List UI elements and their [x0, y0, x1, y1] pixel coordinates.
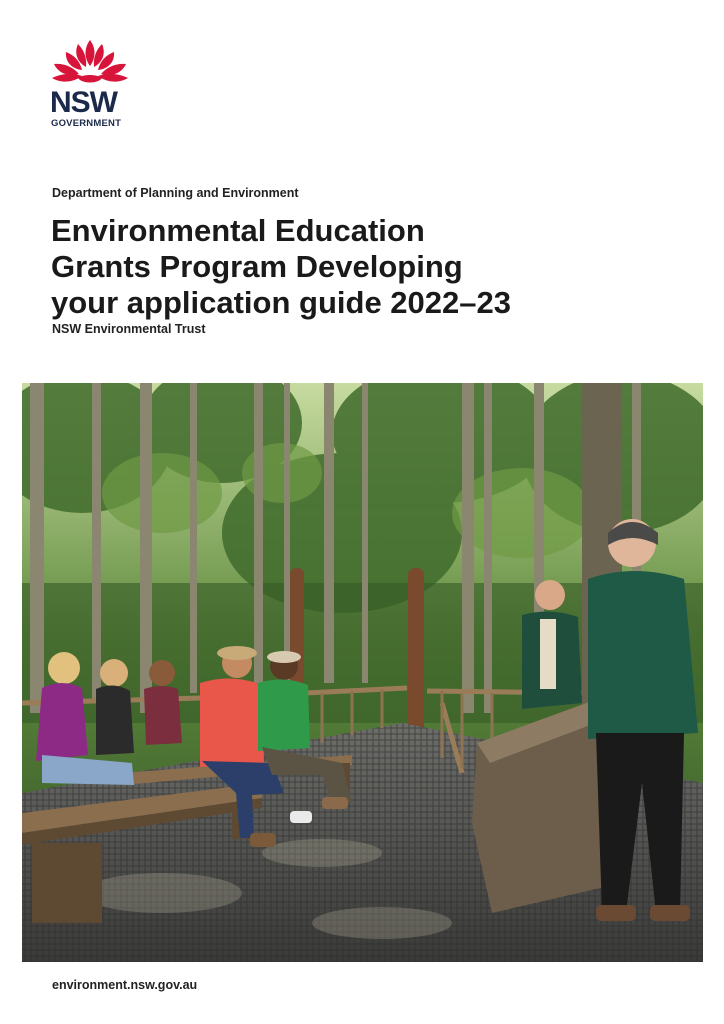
- title-line: Grants Program Developing: [51, 249, 463, 284]
- logo-wordmark: NSW: [50, 86, 117, 119]
- document-subtitle: NSW Environmental Trust: [52, 322, 206, 336]
- nsw-government-logo: [48, 38, 132, 130]
- department-name: Department of Planning and Environment: [52, 186, 299, 200]
- document-title: [51, 213, 691, 321]
- title-line: Environmental Education: [51, 213, 425, 248]
- cover-photo: [22, 383, 703, 962]
- rainforest-boardwalk-image: [22, 383, 703, 962]
- waratah-icon: [48, 38, 132, 88]
- logo-subtext: GOVERNMENT: [51, 118, 122, 129]
- footer-url[interactable]: environment.nsw.gov.au: [52, 978, 198, 992]
- title-line: your application guide 2022–23: [51, 285, 511, 320]
